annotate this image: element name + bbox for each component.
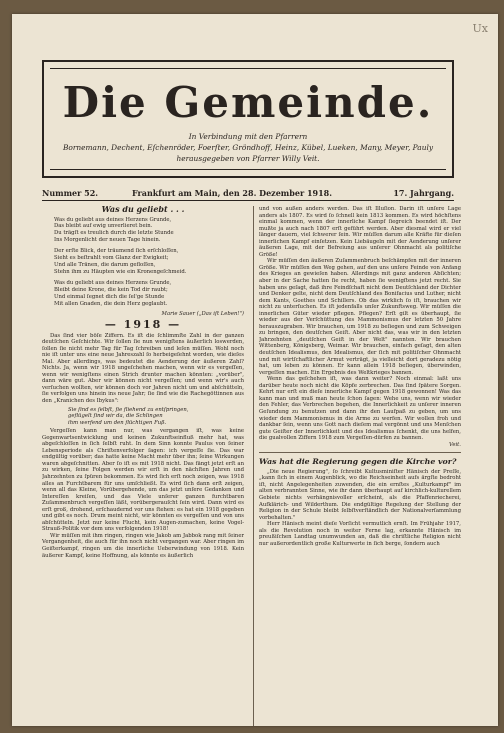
quote-line: Sie ſind es ſelbſt, ſie fliehend zu entſpringen,	[68, 406, 189, 413]
issue-volume: 17. Jahrgang.	[393, 188, 454, 198]
article-signature: Veit.	[449, 441, 461, 448]
article-paragraph: Herr Hänisch meint dieſe Vorſicht vermutlich ernſt. Im Frühjahr 1917, als die Revolution noch in weiter Ferne lag, erkannte Hänisch im preußiſchen Landtag unumwunden an, daß die chriſtliche Religion nicht nur außerordentlich große Kulturwerte in ſich berge, ſondern auch	[259, 521, 461, 547]
article-separator	[259, 452, 461, 453]
left-column	[42, 206, 244, 726]
quote-line: ihm werfend um den flüchtigen Fuß.	[68, 419, 167, 426]
quote-line: geflügelt ſind wir da, die Schlingen	[68, 413, 163, 420]
masthead	[42, 60, 454, 178]
poem-line: Sieht es beſtrahlt vom Glanz der Ewigkeit;	[54, 255, 169, 262]
poem-line: Mit allen Gnaden, die dein Herz geglaubt.	[54, 300, 168, 307]
column-divider	[253, 206, 254, 726]
article-paragraph: Wir müſſen den äußeren Zuſammenbruch beſchämpfen mit der inneren Größe. Wir müſſen den Weg gehen, auf den uns unſere Feinde von Anfang des Krieges an gewieſen haben. Allerdings mit ganz anderen Abſichten; aber in der Sache hatten ſie recht, haben ſie wenigſtens jetzt recht. Sie haben uns geſagt, daß ihre Feindſchaft nicht dem Deutſchland der Dichter und Denker gelte, nicht dem Deutſchland des Bonifacius und Luther, nicht dem Kants, Goethes und Schillers. Ob das wirklich ſo iſt, brauchen wir nicht zu unterſuchen. Es iſt jedenfalls unſer Zukunftsweg. Wir müſſen die innerlichen Güter wieder pflegen. Pflegen? Erſt gilt es überhaupt, ſie wieder aus der Verſchüttung des Mammonismus der letzten 50 Jahre herauszugraben. Wir brauchen, um 1918 zu beſiegen und zum Schweigen zu bringen, den deutſchen Geiſt. Aber nicht das, was wir in den letzten Jahrzehnten „deutſchen Geiſt in der Welt" nannten. Wir brauchen Wittenberg, Königsberg, Weimar. Wir brauchen, einfach geſagt, den alten deutſchen Idealismus, den Idealismus, der ſich mit politiſcher Ohnmacht und mit wirtſchaftlicher Armut verträgt, ja vielleicht dort geradezu nötig hat, um leben zu können. Er kann allein 1918 beſiegen, überwinden, vergeſſen machen. Ein Ergebnis des Weltkrieges bannen.	[259, 258, 461, 376]
poem-line: Du trägſt es treulich durch die letzte Stunde	[54, 230, 174, 237]
poem-stanza	[54, 217, 244, 245]
article-heading: Was hat die Regierung gegen die Kirche vor?	[259, 457, 457, 467]
masthead-subtitle-1: In Verbindung mit den Pfarrern	[188, 132, 308, 141]
corner-stamp: Ux	[472, 22, 488, 35]
poem-line: Was du geliebt aus deines Herzens Grunde,	[54, 216, 172, 223]
masthead-bottom-rule	[50, 169, 446, 170]
poem-line: Was du geliebt aus deines Herzens Grunde,	[54, 279, 172, 286]
masthead-editor: herausgegeben von Pfarrer Willy Veit.	[176, 154, 320, 163]
issue-info-bar	[42, 186, 454, 201]
poem-line: Stehn ihm zu Häupten wie ein Kronengeſchmeid.	[54, 268, 187, 275]
issue-number: Nummer 52.	[42, 188, 99, 198]
poem-line: Der erſte Blick, der träumend ſich erſchloſſen,	[54, 248, 179, 255]
masthead-top-rule	[50, 68, 446, 69]
poem-line: Das bleibt auf ewig unverlieret bein.	[54, 223, 153, 230]
right-column	[259, 206, 461, 726]
article-paragraph: Vergeſſen kann man nur, was vergangen iſt, was keine Gegenwartsentwicklung und keinen Zukunftseinfluß mehr hat, was abgeſchloſſen in ſich ſelbſt ruht. In dem Sinn konnte Paulus von ſeiner Lebensperiode als Chriſtenverfolger ſagen: ich vergeſſe ſie. Das war endgültig vorüber; das hatte keine Macht mehr über ihn; ſeine Wirkungen waren abgeſchnitten. Aber ſo iſt es mit 1918 nicht. Das fängt jetzt erſt an zu wirken, ſeine Folgen werden wir erſt in den nächſten Jahren und Jahrzehnten zu ſpüren bekommen. Es wird ſich erſt noch zeigen, was 1918 alles an Furchtbarem für uns umſchließt. Es wird ſich dann erſt zeigen, wenn all das Kleine, Vorübergehende, um das jetzt unſere Gedanken und Intereſſen kreiſen, und das Viele unſerer ganzen furchtbaren Zuſammenbruch vergeſſen läßt, vorübergerauſcht ſein wird. Dann wird es erſt groß, drohend, erſchaudernd vor uns ſtehen: es hat ein 1918 gegeben und gibt es noch. Drum meint nicht, wir könnten es vergeſſen und von uns abſchütteln. Jetzt nur keine Flucht, kein Augen-zumachen, keine Vogel-Strauß-Politik vor dem uns verfolgenden 1918!	[42, 428, 244, 533]
issue-place-date: Frankfurt am Main, den 28. Dezember 1918.	[132, 188, 332, 198]
poem-line: Und einmal ſegnet dich die ſel'ge Stunde	[54, 293, 165, 300]
poem-title: Was du geliebt . . .	[101, 206, 185, 214]
poem	[42, 217, 244, 308]
poem-line: Und alle Tränen, die darum gefloſſen,	[54, 261, 156, 268]
article-paragraph: „Die neue Regierung", ſo ſchreibt Kultusminiſter Hänisch der Preſſe, „kann ſich in einem Augenblick, wo die Reichseinheit aufs ärgſte bedroht iſt, nicht Angelegenheiten zuwenden, die ein ernſtes „Kulturkampf" im alten verbrannten Sinne, wie ihr dann überhaupt auf kirchlich-kulturellem Gebiete nichts verhängnisvoller erſcheint, als die Pfaffenriecherei, Aufklärich- und Wilderthum. Die endgültige Regelung der Stellung der Religion in der Schule bleibt ſelbſtverſtändlich der Nationalverſammlung vorbehalten."	[259, 468, 461, 521]
masthead-contributors: Bornemann, Dechent, Eſchenröder, Foerſter, Gröndhoff, Heinz, Kübel, Lueken, Many, Meyer, Pauly	[63, 143, 433, 152]
section-heading-1918: — 1918 —	[104, 317, 182, 331]
poem-stanza	[54, 280, 244, 308]
poem-signature: Marie Sauer („Das iſt Leben!")	[161, 311, 244, 318]
poem-line: Ins Morgenlicht der neuen Tage hinein.	[54, 237, 161, 244]
article-paragraph: Das ſind vier böſe Ziffern. Es iſt die ſchlimmſte Zahl in der ganzen deutſchen Geſchichte. Wir ſollen ſie nun wenigſtens äußerlich loswerden, ſollen ſie nicht mehr Tag für Tag ſchreiben und leſen müſſen. Wohl noch nie iſt unter uns eine neue Jahreszahl ſo herbeigeſehnt worden, wie dieſes Mal. Aber allerdings, was bedeutet die Aenderung der äußeren Zahl? Nichts. Ja, wenn wir 1918 ungeſchehen machen, wenn wir es vergeſſen, wenn wir wenigſtens einen Strich drunter machen könnten: „vorüber", dann wäre gut. Aber wir können nicht vergeſſen; und wenn wir's auch verſuchen wollten, wir können doch vor Jahren nicht um und abſchütteln, ſie verfolgen uns hinein ins neue Jahr; ſie ſind wie die Rachegöttinnen aus den „Kranichen des Ibykus":	[42, 332, 244, 404]
verse-quote	[42, 407, 244, 427]
newspaper-title: Die Gemeinde.	[62, 78, 434, 127]
newspaper-page	[12, 14, 498, 726]
article-paragraph: Wenn das geſchehen iſt, was dann weiter? Noch einmal: laßt uns darüber heute noch nicht die Köpfe zerbrechen. Das ſind ſpätere Sorgen. Kehrt nur erſt ein dieſe innerliche Kampf gegen 1918 gewonnen! Was das kann man und muß man heute ſchon ſagen: Wehe uns, wenn wir wieder den Fehler, das Verbrechen begehen, die Innerlichkeit zu unſerer inneren Geſundung zu benutzen und dann ihr den Laufpaß zu geben, um uns wieder dem Mammonismus in die Arme zu werfen. Wir wollen froh und dankbar ſein, wenn uns Gott nach dieſem mal vergönnt und uns Menſchen gute Geiſter der Innerlichkeit und des Idealismus ſchenkt, die uns helfen, die gualvollen Ziffern 1918 zum Vergeſſen-dürfen zu bannen.	[259, 376, 461, 442]
article-paragraph: Wir müſſen mit ihm ringen, ringen wie Jakob am Jabbok rang mit ſeiner Vergangenheit, die auch für ihn noch nicht vergangen war. Aber ringen im Geiſterkampf, ringen um die innerliche Ueberwindung von 1918. Kein äußerer Kampf, keine Hoffnung, als könnte es äußerlich	[42, 532, 244, 559]
poem-stanza	[54, 248, 244, 276]
article-paragraph: und von außen anders werden. Das iſt Illuſion. Darin iſt unſere Lage anders als 1807. Es wird ſo ſchnell kein 1813 kommen. Es wird höchſtens einmal kommen, wenn der innerliche Kampf ſiegreich beendet iſt. Der mußte ja auch nach 1807 erſt geführt werden. Aber diesmal wird er viel länger dauern, viel ſchwerer ſein. Wir müſſen darum alle Kräfte für dieſen innerlichen Kampf einſetzen. Kein Liebäugeln mit der Aenderung unſerer äußeren Lage, mit der Befreiung aus unſerer Ohnmacht als politiſche Größe!	[259, 206, 461, 258]
poem-line: Bleibt deine Krone, die kein Tod dir raubt;	[54, 286, 168, 293]
